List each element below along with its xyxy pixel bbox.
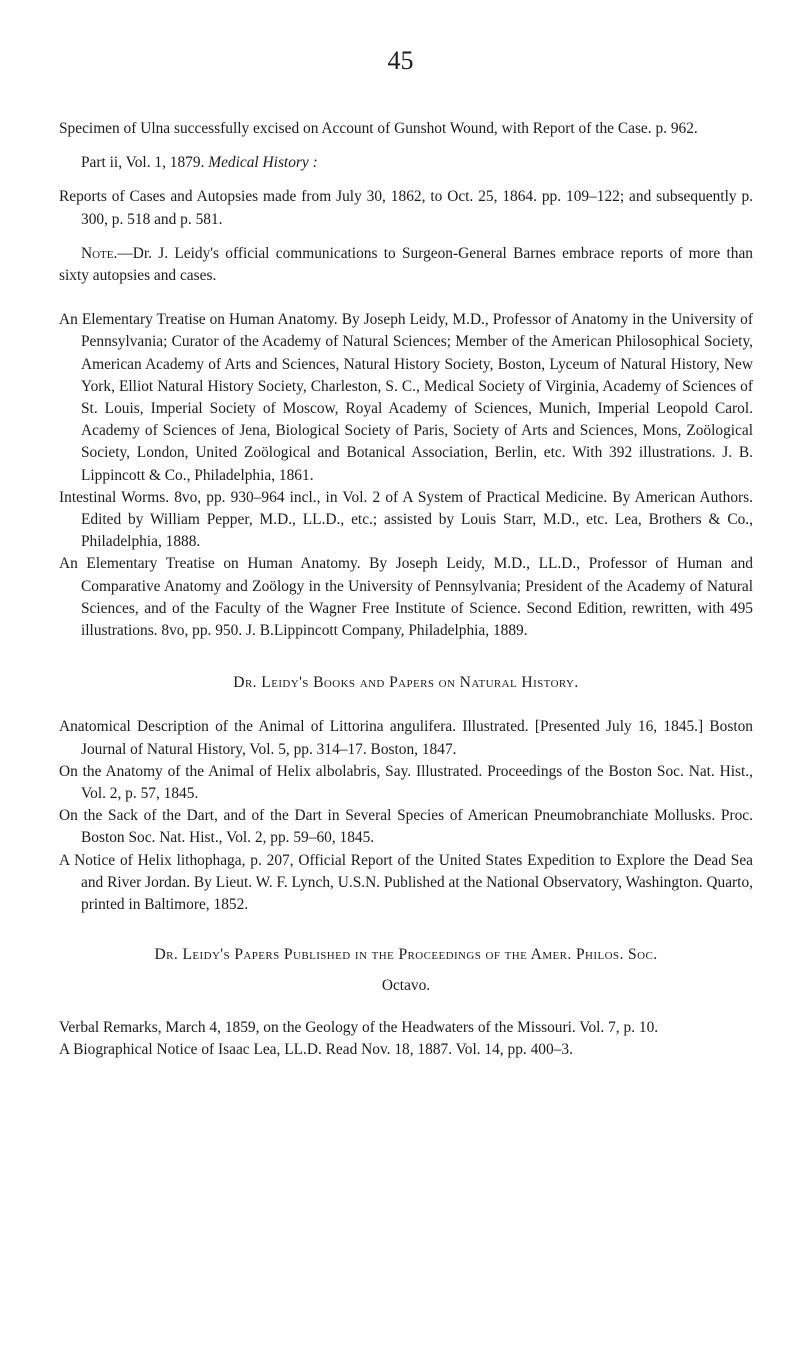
page-number: 45 <box>387 46 414 75</box>
bibliography-entry: An Elementary Treatise on Human Anatomy. By Joseph Leidy, M.D., LL.D., Professor of Human and Comparative Anatomy and Zoölogy in the University of Pennsylvania; President of the Academy of Natural Sciences, and of the Faculty of the Wagner Free Institute of Science. Second Edition, rewritten, with 495 illustrations. 8vo, pp. 950. J. B.Lippincott Company, Philadelphia, 1889. <box>59 555 753 640</box>
page-body <box>59 118 753 1061</box>
bibliography-entry: A Notice of Helix lithophaga, p. 207, Official Report of the United States Expedition to Explore the Dead Sea and River Jordan. By Lieut. W. F. Lynch, U.S.N. Published at the National Observatory, Washington. Quarto, printed in Baltimore, 1852. <box>59 851 753 914</box>
bibliography-entry: On the Sack of the Dart, and of the Dart in Several Species of American Pneumobranchiate Mollusks. Proc. Boston Soc. Nat. Hist., Vol. 2, pp. 59–60, 1845. <box>59 807 753 847</box>
note-paragraph <box>59 243 753 287</box>
bibliography-entry: Specimen of Ulna successfully excised on Account of Gunshot Wound, with Report of the Case. p. 962. <box>59 120 698 137</box>
bibliography-entry: Verbal Remarks, March 4, 1859, on the Geology of the Headwaters of the Missouri. Vol. 7, p. 10. <box>59 1018 659 1036</box>
bibliography-entry: On the Anatomy of the Animal of Helix albolabris, Say. Illustrated. Proceedings of the Boston Soc. Nat. Hist., Vol. 2, p. 57, 1845. <box>59 762 753 803</box>
bibliography-entry: A Biographical Notice of Isaac Lea, LL.D. Read Nov. 18, 1887. Vol. 14, pp. 400–3. <box>59 1040 573 1058</box>
section-heading: Dr. Leidy's Books and Papers on Natural History. <box>233 674 579 692</box>
bibliography-entry: Anatomical Description of the Animal of Littorina angulifera. Illustrated. [Presented July 16, 1845.] Boston Journal of Natural History, Vol. 5, pp. 314–17. Boston, 1847. <box>59 718 753 758</box>
section-subheading: Octavo. <box>381 976 431 994</box>
bibliography-entry: Reports of Cases and Autopsies made from July 30, 1862, to Oct. 25, 1864. pp. 109–122; and subsequently p. 300, p. 518 and p. 581. <box>59 188 753 228</box>
note-text: —Dr. J. Leidy's official communications to Surgeon-General Barnes embrace reports of more than sixty autopsies and cases. <box>59 244 753 285</box>
note-label: Note. <box>81 244 118 262</box>
part-title: Medical History : <box>208 154 318 172</box>
bibliography-entry: Intestinal Worms. 8vo, pp. 930–964 incl., in Vol. 2 of A System of Practical Medicine. By American Authors. Edited by William Pepper, M.D., LL.D., etc.; assisted by Louis Starr, M.D., etc. Lea, Brothers & Co., Philadelphia, 1888. <box>59 488 753 551</box>
bibliography-entry: An Elementary Treatise on Human Anatomy. By Joseph Leidy, M.D., Professor of Anatomy in the University of Pennsylvania; Curator of the Academy of Natural Sciences; Member of the American Philosophical Society, American Academy of Arts and Sciences, Natural History Society, Boston, Lyceum of Natural History, New York, Elliot Natural History Society, Charleston, S. C., Medical Society of Virginia, Academy of Sciences of St. Louis, Imperial Society of Moscow, Royal Academy of Sciences, Munich, Imperial Leopold Carol. Academy of Sciences of Jena, Biological Society of Paris, Society of Arts and Sciences, Mons, Zoölogical Society, London, United Zoölogical and Botanical Association, Berlin, etc. With 392 illustrations. J. B. Lippincott & Co., Philadelphia, 1861. <box>59 311 753 484</box>
section-heading: Dr. Leidy's Papers Published in the Proceedings of the Amer. Philos. Soc. <box>154 946 658 964</box>
part-prefix: Part ii, Vol. 1, 1879. <box>81 154 209 172</box>
part-line <box>81 152 753 174</box>
